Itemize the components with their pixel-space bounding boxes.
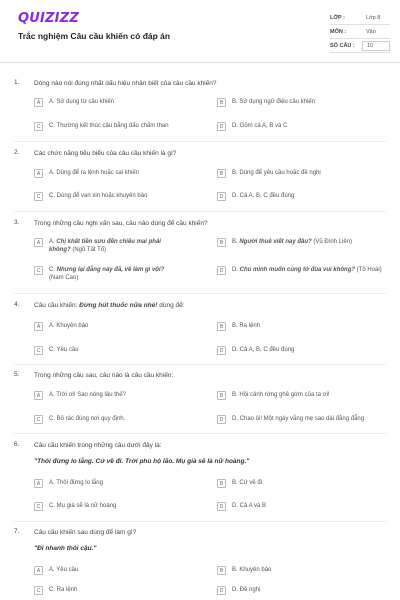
question-divider: [14, 521, 386, 522]
meta-subject: [330, 25, 390, 39]
option-letter-badge: C: [34, 586, 43, 595]
option-source: (Nam Cao): [49, 275, 79, 281]
option-letter-badge: D: [217, 346, 226, 355]
option-c[interactable]: [34, 266, 179, 282]
option-letter-badge: D: [217, 502, 226, 511]
option-b[interactable]: [217, 391, 397, 400]
option-d[interactable]: [217, 415, 397, 424]
option-letter-badge: B: [217, 98, 226, 107]
option-letter-badge: C: [34, 266, 43, 275]
option-b[interactable]: [217, 566, 362, 575]
option-prefix: A.: [49, 239, 57, 245]
question-quote: "Thôi đừng lo lắng. Cứ về đi. Trời phù hộ lão. Mụ già sẽ là nữ hoàng.": [34, 458, 250, 465]
option-b[interactable]: [217, 238, 392, 247]
option-letter-badge: A: [34, 391, 43, 400]
meta-count-value: 10: [362, 41, 390, 51]
option-quote: Nhưng lại đằng này đã, về làm gì vội?: [56, 267, 165, 273]
option-text: D. Cả A, B, C đều đúng: [232, 347, 295, 353]
option-text: [232, 266, 392, 274]
question-text-suffix: dùng để:: [157, 302, 185, 309]
option-text: D. Cả A và B: [232, 503, 267, 509]
option-prefix: C.: [49, 267, 57, 273]
option-a[interactable]: [34, 238, 179, 254]
question-divider: [14, 211, 386, 212]
option-letter-badge: A: [34, 479, 43, 488]
question-text: Câu cầu khiến trong những câu dưới đây là:: [34, 442, 162, 449]
meta-panel: [330, 11, 390, 53]
meta-class-value: Lớp 8: [366, 14, 381, 21]
question-text-quote: Đừng hút thuốc nữa nhé!: [79, 302, 158, 309]
worksheet-header: [0, 0, 400, 62]
question-text: Câu cầu khiến sau dùng để làm gì?: [34, 529, 137, 536]
option-letter-badge: C: [34, 346, 43, 355]
question-number: 2.: [14, 149, 20, 156]
option-d[interactable]: [217, 586, 362, 595]
question-text: Các chức năng tiêu biểu của câu cầu khiến là gì?: [34, 150, 177, 157]
option-d[interactable]: [217, 122, 362, 131]
option-text: [232, 238, 392, 246]
question-text: Dòng nào nói đúng nhất dấu hiệu nhận biết của câu cầu khiến?: [34, 80, 217, 87]
question-divider: [14, 293, 386, 294]
option-letter-badge: C: [34, 502, 43, 511]
option-text: D. Cả A, B, C đều đúng: [232, 193, 295, 199]
option-b[interactable]: [217, 98, 362, 107]
option-a[interactable]: [34, 391, 179, 400]
question-text: [34, 301, 384, 310]
option-letter-badge: C: [34, 415, 43, 424]
question-quote: "Đi nhanh thôi cậu.": [34, 545, 97, 552]
option-text: B. Cứ về đi: [232, 480, 263, 486]
option-letter-badge: D: [217, 122, 226, 131]
meta-count: [330, 39, 390, 53]
option-a[interactable]: [34, 322, 179, 331]
question-number: 4.: [14, 301, 20, 308]
option-letter-badge: A: [34, 238, 43, 247]
option-letter-badge: A: [34, 566, 43, 575]
option-a[interactable]: [34, 98, 179, 107]
option-text: A. Thôi đừng lo lắng: [49, 480, 103, 486]
option-text: B. Hồi cảnh rừng ghê gớm của ta ơi!: [232, 392, 330, 398]
question-divider: [14, 141, 386, 142]
option-letter-badge: D: [217, 415, 226, 424]
option-letter-badge: B: [217, 322, 226, 331]
option-text: C. Yêu cầu: [49, 347, 79, 353]
option-text: D. Gồm cả A, B và C: [232, 123, 288, 129]
question-number: 5.: [14, 371, 20, 378]
quizizz-logo: QUIZIZZ: [18, 11, 79, 26]
option-text: C. Bỏ rác đúng nơi quy định.: [49, 416, 126, 422]
option-source: (Tô Hoài): [355, 267, 382, 273]
option-letter-badge: B: [217, 169, 226, 178]
option-text: D. Chao ôi! Một ngày vắng mẹ sao dài đằng đẵng: [232, 416, 365, 422]
option-letter-badge: A: [34, 169, 43, 178]
option-source: (Vũ Đình Liên): [311, 239, 353, 245]
option-d[interactable]: [217, 346, 362, 355]
option-letter-badge: A: [34, 322, 43, 331]
option-prefix: B.: [232, 239, 240, 245]
question-number: 7.: [14, 528, 20, 535]
option-c[interactable]: [34, 502, 179, 511]
option-d[interactable]: [217, 192, 362, 201]
option-text: [49, 266, 179, 282]
option-quote: Chú mình muốn cùng tớ đùa vui không?: [239, 267, 356, 273]
option-text: [49, 238, 179, 254]
option-text: B. Dùng để yêu cầu hoặc đề nghị: [232, 170, 321, 176]
option-b[interactable]: [217, 479, 362, 488]
meta-class: [330, 11, 390, 25]
meta-class-label: LỚP :: [330, 14, 345, 21]
header-divider: [0, 62, 400, 63]
question-text-prefix: Câu cầu khiến:: [34, 302, 80, 309]
option-text: C. Ra lệnh: [49, 587, 78, 593]
option-letter-badge: C: [34, 122, 43, 131]
question-text: Trong những câu sau, câu nào là câu cầu khiến:: [34, 372, 174, 379]
option-prefix: D.: [232, 267, 240, 273]
option-letter-badge: C: [34, 192, 43, 201]
meta-count-label: SỐ CÂU :: [330, 42, 355, 49]
option-text: B. Khuyên bảo: [232, 567, 272, 573]
option-text: A. Khuyên bảo: [49, 323, 89, 329]
option-d[interactable]: [217, 502, 362, 511]
option-letter-badge: D: [217, 192, 226, 201]
question-divider: [14, 433, 386, 434]
option-text: A. Trời ơi! Sao nóng lâu thế?: [49, 392, 126, 398]
question-text: Trong những câu nghi vấn sau, câu nào dùng để cầu khiến?: [34, 220, 208, 227]
option-c[interactable]: [34, 586, 179, 595]
option-text: B. Sử dụng ngữ điệu cầu khiến: [232, 99, 316, 105]
question-number: 1.: [14, 79, 20, 86]
option-letter-badge: B: [217, 391, 226, 400]
option-text: D. Đề nghị: [232, 587, 261, 593]
option-c[interactable]: [34, 192, 179, 201]
option-source: (Ngô Tất Tố): [70, 247, 107, 253]
option-c[interactable]: [34, 415, 179, 424]
option-text: B. Ra lệnh: [232, 323, 261, 329]
option-quote: Chị khất tiền sưu đến chiều mai phải không?: [49, 239, 161, 253]
option-b[interactable]: [217, 169, 362, 178]
option-c[interactable]: [34, 122, 179, 131]
option-text: C. Thường kết thúc câu bằng dấu chấm than: [49, 123, 169, 129]
option-a[interactable]: [34, 479, 179, 488]
quiz-title: Trắc nghiệm Câu cầu khiến có đáp án: [18, 31, 171, 41]
question-number: 6.: [14, 441, 20, 448]
option-letter-badge: B: [217, 566, 226, 575]
option-letter-badge: B: [217, 479, 226, 488]
question-divider: [14, 364, 386, 365]
option-quote: Người thuê viết nay đâu?: [239, 239, 312, 245]
meta-subject-label: MÔN :: [330, 28, 347, 35]
option-b[interactable]: [217, 322, 362, 331]
option-letter-badge: A: [34, 98, 43, 107]
option-d[interactable]: [217, 266, 392, 275]
option-text: C. Mụ già sẽ là nữ hoàng: [49, 503, 117, 509]
question-number: 3.: [14, 219, 20, 226]
option-letter-badge: B: [217, 238, 226, 247]
option-text: A. Dùng để ra lệnh hoặc sai khiến: [49, 170, 140, 176]
option-a[interactable]: [34, 169, 179, 178]
meta-subject-value: Văn: [366, 28, 376, 35]
option-text: A. Sử dụng từ cầu khiến: [49, 99, 115, 105]
option-c[interactable]: [34, 346, 179, 355]
option-a[interactable]: [34, 566, 179, 575]
option-text: C. Dùng để van xin hoặc khuyên bảo: [49, 193, 148, 199]
option-letter-badge: D: [217, 586, 226, 595]
option-letter-badge: D: [217, 266, 226, 275]
option-text: A. Yêu cầu: [49, 567, 79, 573]
